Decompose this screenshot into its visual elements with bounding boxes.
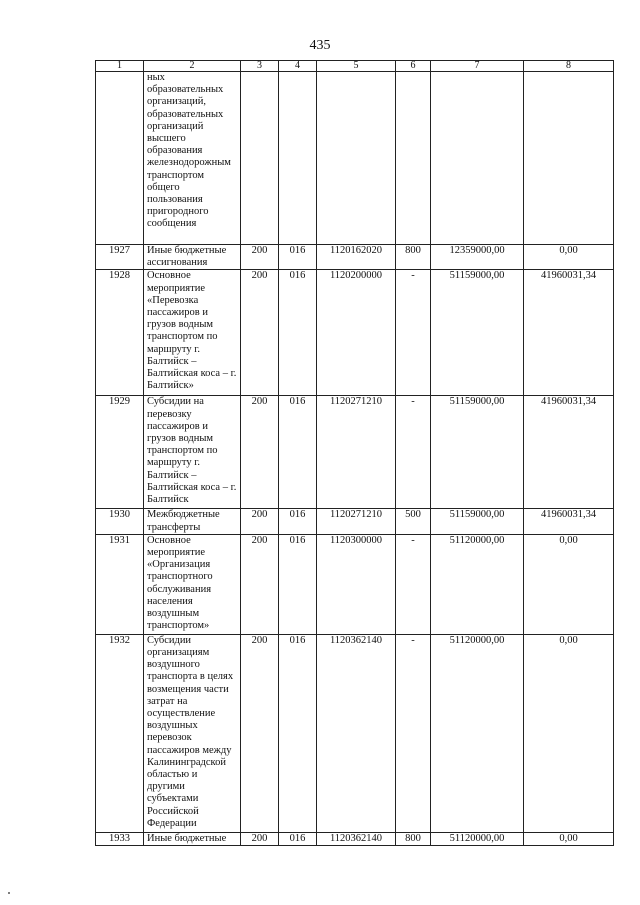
cell: - <box>396 534 431 634</box>
row-name: Субсидии на перевозку пассажиров и грузов водным транспортом по маршруту г. Балтийск – Балтийская коса – г. Балтийск <box>144 396 241 509</box>
row-name: Межбюджетные трансферты <box>144 509 241 534</box>
row-name: ных образовательных организаций, образовательных организаций высшего образования железнодорожным транспортом общего пользования пригородного сообщения <box>144 72 241 245</box>
row-number: 1927 <box>96 245 144 270</box>
cell: - <box>396 396 431 509</box>
cell: 51120000,00 <box>431 832 524 845</box>
cell: 1120362140 <box>317 634 396 832</box>
column-header: 8 <box>524 61 614 72</box>
header-row <box>96 61 614 72</box>
cell: 51159000,00 <box>431 270 524 396</box>
table-row <box>96 245 614 270</box>
table-row <box>96 396 614 509</box>
cell: 1120362140 <box>317 832 396 845</box>
cell <box>431 72 524 245</box>
row-name: Субсидии организациям воздушного транспорта в целях возмещения части затрат на осуществление воздушных перевозок пассажиров между Калининградской областью и другими субъектами Российской Федерации <box>144 634 241 832</box>
cell: 41960031,34 <box>524 396 614 509</box>
column-header: 3 <box>241 61 279 72</box>
cell: 1120300000 <box>317 534 396 634</box>
row-number: 1929 <box>96 396 144 509</box>
cell: 41960031,34 <box>524 509 614 534</box>
cell: 51159000,00 <box>431 396 524 509</box>
page-number: 435 <box>309 38 331 53</box>
cell: 016 <box>279 634 317 832</box>
column-header: 2 <box>144 61 241 72</box>
cell: 51159000,00 <box>431 509 524 534</box>
cell: 0,00 <box>524 534 614 634</box>
table-row <box>96 509 614 534</box>
cell: 51120000,00 <box>431 634 524 832</box>
cell <box>241 72 279 245</box>
column-header: 4 <box>279 61 317 72</box>
table-row <box>96 534 614 634</box>
cell: 200 <box>241 396 279 509</box>
cell: - <box>396 634 431 832</box>
row-number: 1928 <box>96 270 144 396</box>
row-name: Основное мероприятие «Перевозка пассажиров и грузов водным транспортом по маршруту г. Балтийск – Балтийская коса – г. Балтийск» <box>144 270 241 396</box>
column-header: 7 <box>431 61 524 72</box>
cell: 12359000,00 <box>431 245 524 270</box>
cell <box>317 72 396 245</box>
row-name <box>144 832 241 845</box>
table-row <box>96 832 614 845</box>
table-row <box>96 270 614 396</box>
scan-speck <box>8 892 10 894</box>
cell: 200 <box>241 534 279 634</box>
cell: - <box>396 270 431 396</box>
cell: 41960031,34 <box>524 270 614 396</box>
cell: 800 <box>396 245 431 270</box>
cell: 0,00 <box>524 245 614 270</box>
cell: 200 <box>241 509 279 534</box>
cell: 0,00 <box>524 634 614 832</box>
cell: 1120271210 <box>317 509 396 534</box>
cell <box>279 72 317 245</box>
cell <box>524 72 614 245</box>
table-row <box>96 634 614 832</box>
row-number <box>96 72 144 245</box>
cell: 016 <box>279 534 317 634</box>
row-number: 1931 <box>96 534 144 634</box>
cell: 1120200000 <box>317 270 396 396</box>
cell: 500 <box>396 509 431 534</box>
cell: 1120162020 <box>317 245 396 270</box>
budget-table <box>95 60 614 846</box>
row-number: 1933 <box>96 832 144 845</box>
cell: 51120000,00 <box>431 534 524 634</box>
cell: 200 <box>241 245 279 270</box>
cell: 200 <box>241 634 279 832</box>
cell: 200 <box>241 270 279 396</box>
cell: 1120271210 <box>317 396 396 509</box>
row-number: 1932 <box>96 634 144 832</box>
cell: 016 <box>279 509 317 534</box>
column-header: 5 <box>317 61 396 72</box>
cell: 016 <box>279 832 317 845</box>
row-number: 1930 <box>96 509 144 534</box>
row-name: Иные бюджетные ассигнования <box>144 245 241 270</box>
table-row <box>96 72 614 245</box>
cell: 016 <box>279 245 317 270</box>
cell: 016 <box>279 396 317 509</box>
row-name: Основное мероприятие «Организация транспортного обслуживания населения воздушным транспортом» <box>144 534 241 634</box>
cell: 800 <box>396 832 431 845</box>
cell: 016 <box>279 270 317 396</box>
cell <box>396 72 431 245</box>
row-name-text: Иные бюджетные <box>147 832 227 844</box>
column-header: 6 <box>396 61 431 72</box>
column-header: 1 <box>96 61 144 72</box>
cell: 200 <box>241 832 279 845</box>
cell: 0,00 <box>524 832 614 845</box>
